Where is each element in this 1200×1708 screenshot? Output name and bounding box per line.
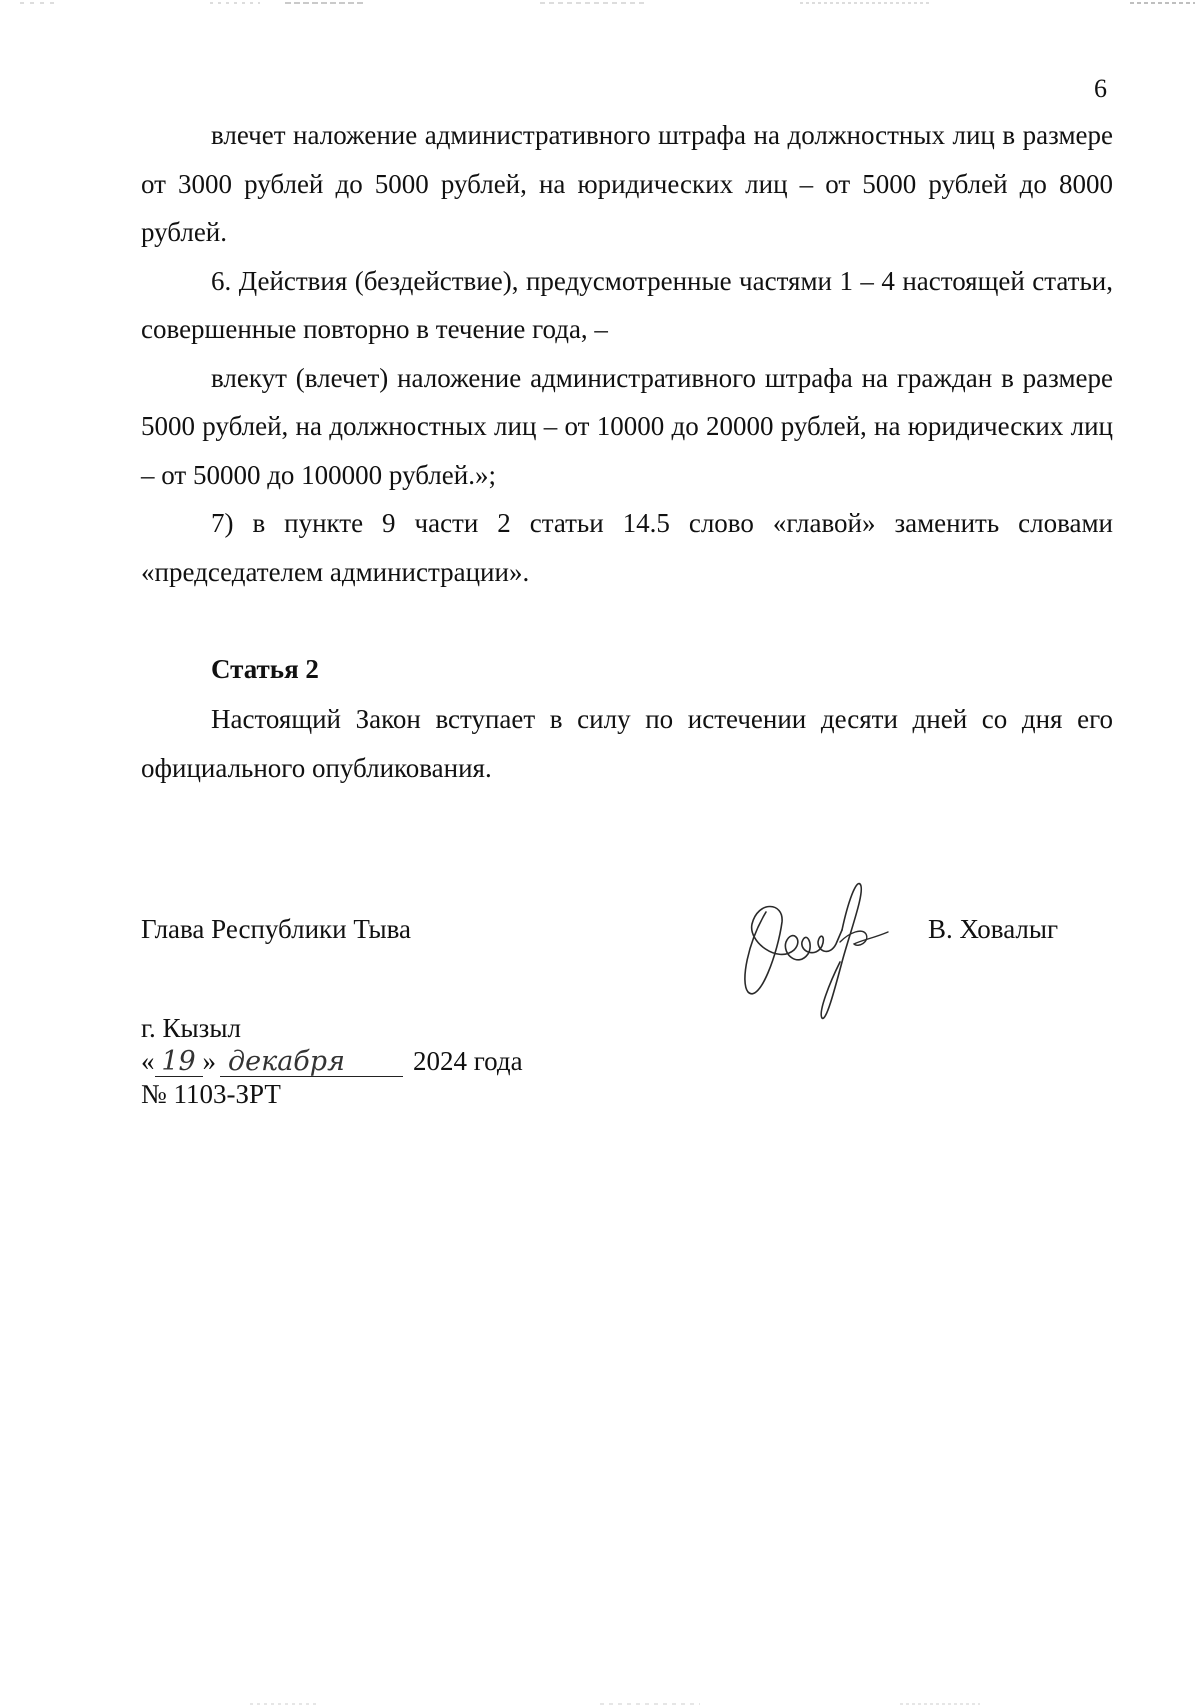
signing-date xyxy=(141,1045,523,1077)
signatory-position: Глава Республики Тыва xyxy=(141,914,412,944)
paragraph: 6. Действия (бездействие), предусмотренные частями 1 – 4 настоящей статьи, совершенные повторно в течение года, – xyxy=(141,265,1113,344)
date-close-quote: » xyxy=(202,1046,216,1076)
document-number: № 1103-ЗРТ xyxy=(141,1079,281,1109)
place-of-signing: г. Кызыл xyxy=(141,1013,241,1043)
paragraph: влечет наложение административного штрафа на должностных лиц в размере от 3000 рублей до 5000 рублей, на юридических лиц – от 5000 рублей до 8000 рублей. xyxy=(141,120,1113,247)
paragraph: влекут (влечет) наложение административного штрафа на граждан в размере 5000 рублей, на должностных лиц – от 10000 до 20000 рублей, на юридических лиц – от 50000 до 100000 рублей.»; xyxy=(141,362,1113,490)
article-body xyxy=(141,695,1113,792)
page-number: 6 xyxy=(1094,74,1107,103)
date-year: 2024 года xyxy=(413,1046,523,1076)
scan-edge-marks-top xyxy=(0,0,1200,8)
paragraph: 7) в пункте 9 части 2 статьи 14.5 слово «главой» заменить словами «председателем администрации». xyxy=(141,508,1113,587)
article-heading: Статья 2 xyxy=(211,654,319,684)
date-day: 19 xyxy=(155,1048,203,1077)
signatory-name: В. Ховалыг xyxy=(928,914,1059,944)
date-open-quote: « xyxy=(141,1046,155,1076)
paragraph: Настоящий Закон вступает в силу по истечении десяти дней со дня его официального опубликования. xyxy=(141,704,1113,783)
date-month: декабря xyxy=(220,1048,403,1077)
handwritten-signature xyxy=(738,872,908,1032)
scan-edge-marks-bottom xyxy=(0,1700,1200,1708)
amendment-text xyxy=(141,111,1113,596)
